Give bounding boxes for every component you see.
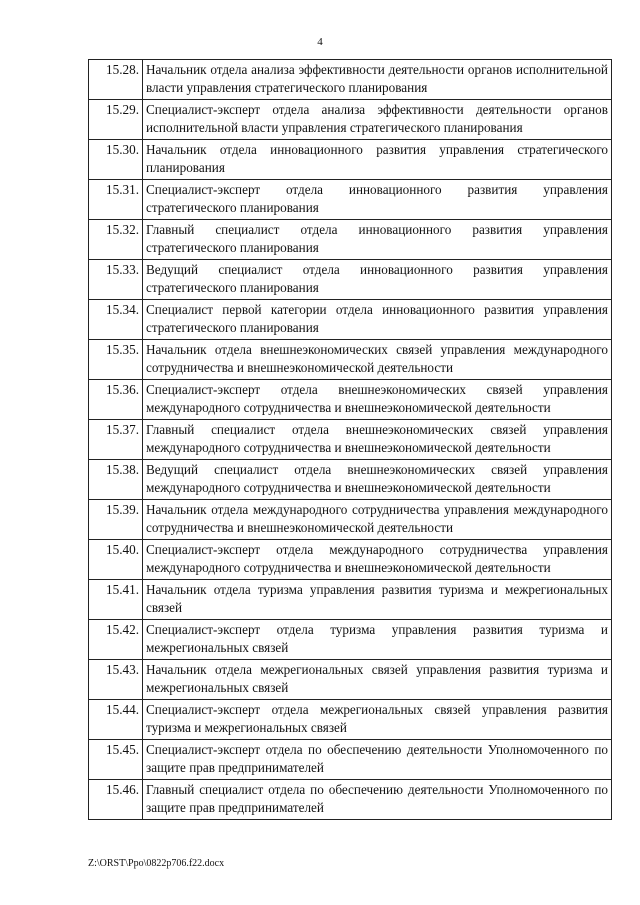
row-number: 15.41.	[89, 580, 143, 620]
positions-table	[88, 59, 612, 820]
table-row	[89, 340, 612, 380]
row-number: 15.33.	[89, 260, 143, 300]
position-title: Начальник отдела международного сотрудничества управления международного сотрудничества и внешнеэкономической деятельности	[143, 500, 612, 540]
position-title: Начальник отдела внешнеэкономических связей управления международного сотрудничества и внешнеэкономической деятельности	[143, 340, 612, 380]
page-number: 4	[317, 36, 323, 48]
row-number: 15.45.	[89, 740, 143, 780]
row-number: 15.44.	[89, 700, 143, 740]
position-title: Специалист-эксперт отдела внешнеэкономических связей управления международного сотрудничества и внешнеэкономической деятельности	[143, 380, 612, 420]
table-row	[89, 620, 612, 660]
position-title: Специалист первой категории отдела инновационного развития управления стратегического планирования	[143, 300, 612, 340]
row-number: 15.29.	[89, 100, 143, 140]
table-row	[89, 540, 612, 580]
table-row	[89, 460, 612, 500]
position-title: Специалист-эксперт отдела анализа эффективности деятельности органов исполнительной власти управления стратегического планирования	[143, 100, 612, 140]
table-row	[89, 500, 612, 540]
row-number: 15.43.	[89, 660, 143, 700]
row-number: 15.32.	[89, 220, 143, 260]
table-row	[89, 780, 612, 820]
row-number: 15.38.	[89, 460, 143, 500]
position-title: Главный специалист отдела по обеспечению деятельности Уполномоченного по защите прав предпринимателей	[143, 780, 612, 820]
row-number: 15.31.	[89, 180, 143, 220]
position-title: Ведущий специалист отдела внешнеэкономических связей управления международного сотрудничества и внешнеэкономической деятельности	[143, 460, 612, 500]
position-title: Ведущий специалист отдела инновационного развития управления стратегического планирования	[143, 260, 612, 300]
positions-table-body	[89, 60, 612, 820]
table-row	[89, 660, 612, 700]
row-number: 15.30.	[89, 140, 143, 180]
position-title: Специалист-эксперт отдела по обеспечению деятельности Уполномоченного по защите прав предпринимателей	[143, 740, 612, 780]
position-title: Начальник отдела межрегиональных связей управления развития туризма и межрегиональных связей	[143, 660, 612, 700]
row-number: 15.40.	[89, 540, 143, 580]
row-number: 15.36.	[89, 380, 143, 420]
position-title: Специалист-эксперт отдела международного сотрудничества управления международного сотрудничества и внешнеэкономической деятельности	[143, 540, 612, 580]
position-title: Главный специалист отдела внешнеэкономических связей управления международного сотрудничества и внешнеэкономической деятельности	[143, 420, 612, 460]
table-row	[89, 700, 612, 740]
row-number: 15.37.	[89, 420, 143, 460]
table-row	[89, 300, 612, 340]
table-row	[89, 180, 612, 220]
position-title: Специалист-эксперт отдела туризма управления развития туризма и межрегиональных связей	[143, 620, 612, 660]
position-title: Специалист-эксперт отдела межрегиональных связей управления развития туризма и межрегиональных связей	[143, 700, 612, 740]
table-row	[89, 580, 612, 620]
row-number: 15.42.	[89, 620, 143, 660]
position-title: Начальник отдела туризма управления развития туризма и межрегиональных связей	[143, 580, 612, 620]
table-row	[89, 420, 612, 460]
row-number: 15.34.	[89, 300, 143, 340]
table-row	[89, 100, 612, 140]
footer-file-path: Z:\ORST\Ppo\0822p706.f22.docx	[88, 858, 225, 869]
row-number: 15.28.	[89, 60, 143, 100]
table-row	[89, 220, 612, 260]
row-number: 15.46.	[89, 780, 143, 820]
table-row	[89, 740, 612, 780]
position-title: Начальник отдела анализа эффективности деятельности органов исполнительной власти управления стратегического планирования	[143, 60, 612, 100]
table-row	[89, 380, 612, 420]
position-title: Специалист-эксперт отдела инновационного развития управления стратегического планирования	[143, 180, 612, 220]
table-row	[89, 260, 612, 300]
row-number: 15.35.	[89, 340, 143, 380]
table-row	[89, 140, 612, 180]
row-number: 15.39.	[89, 500, 143, 540]
table-row	[89, 60, 612, 100]
position-title: Главный специалист отдела инновационного развития управления стратегического планирования	[143, 220, 612, 260]
position-title: Начальник отдела инновационного развития управления стратегического планирования	[143, 140, 612, 180]
